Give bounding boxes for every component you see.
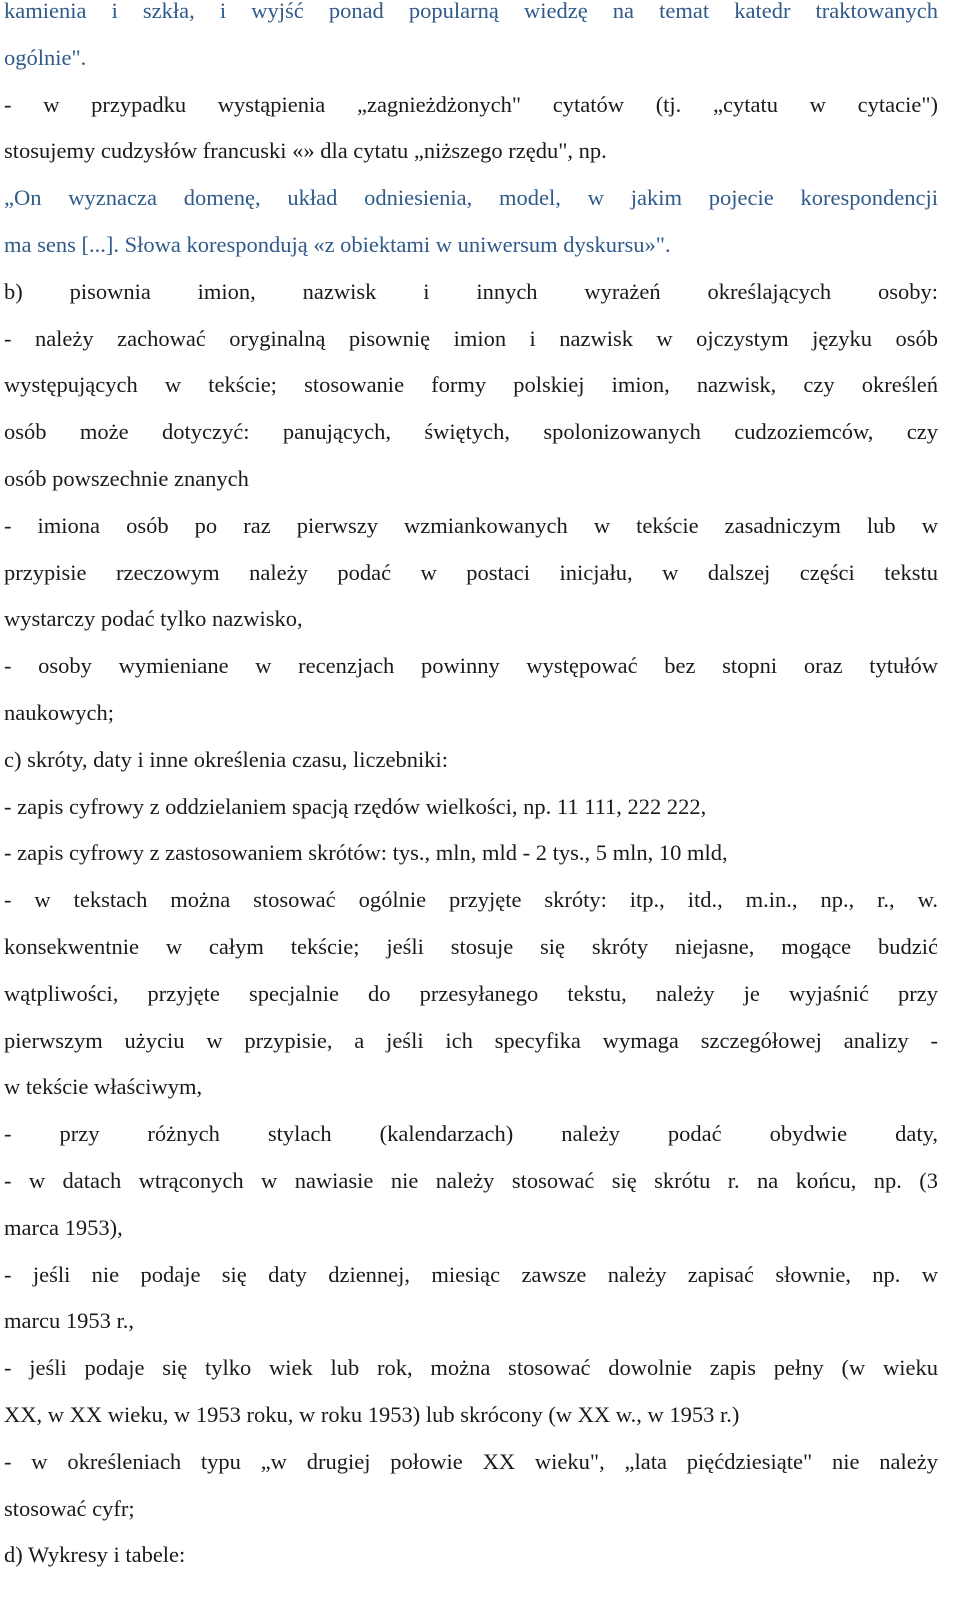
text-line-31: XX, w XX wieku, w 1953 roku, w roku 1953) lub skrócony (w XX w., w 1953 r.) xyxy=(4,1401,740,1427)
text-line-4: stosujemy cudzysłów francuski «» dla cytatu „niższego rzędu", np. xyxy=(4,138,607,164)
section-heading-d: d) Wykresy i tabele: xyxy=(4,1542,186,1568)
text-line-21: konsekwentnie w całym tekście; jeśli stosuje się skróty niejasne, mogące budzić xyxy=(4,933,938,959)
text-line-5: „On wyznacza domenę, układ odniesienia, model, w jakim pojecie korespondencji xyxy=(4,185,938,211)
text-line-32: - w określeniach typu „w drugiej połowie XX wieku", „lata pięćdziesiąte" nie należy xyxy=(4,1448,938,1474)
text-line-9: występujących w tekście; stosowanie formy polskiej imion, nazwisk, czy określeń xyxy=(4,372,938,398)
text-line-12: - imiona osób po raz pierwszy wzmiankowanych w tekście zasadniczym lub w xyxy=(4,512,938,538)
text-line-26: - w datach wtrąconych w nawiasie nie należy stosować się skrótu r. na końcu, np. (3 xyxy=(4,1167,938,1193)
section-heading-b: b) pisownia imion, nazwisk i innych wyrażeń określających osoby: xyxy=(4,278,938,304)
text-line-27: marca 1953), xyxy=(4,1214,123,1240)
text-line-25: - przy różnych stylach (kalendarzach) należy podać obydwie daty, xyxy=(4,1121,938,1147)
text-line-1: kamienia i szkła, i wyjść ponad popularną wiedzę na temat katedr traktowanych xyxy=(4,0,938,23)
text-line-2: ogólnie". xyxy=(4,44,87,70)
text-line-33: stosować cyfr; xyxy=(4,1495,135,1521)
text-line-13: przypisie rzeczowym należy podać w postaci inicjału, w dalszej części tekstu xyxy=(4,559,938,585)
text-line-10: osób może dotyczyć: panujących, świętych, spolonizowanych cudzoziemców, czy xyxy=(4,419,938,445)
text-line-18: - zapis cyfrowy z oddzielaniem spacją rzędów wielkości, np. 11 111, 222 222, xyxy=(4,793,707,819)
text-line-29: marcu 1953 r., xyxy=(4,1308,134,1334)
text-line-24: w tekście właściwym, xyxy=(4,1074,203,1100)
text-line-28: - jeśli nie podaje się daty dziennej, miesiąc zawsze należy zapisać słownie, np. w xyxy=(4,1261,938,1287)
text-line-16: naukowych; xyxy=(4,699,114,725)
text-line-11: osób powszechnie znanych xyxy=(4,465,249,491)
text-line-23: pierwszym użyciu w przypisie, a jeśli ich specyfika wymaga szczegółowej analizy - xyxy=(4,1027,938,1053)
text-line-8: - należy zachować oryginalną pisownię imion i nazwisk w ojczystym języku osób xyxy=(4,325,938,351)
section-heading-c: c) skróty, daty i inne określenia czasu, liczebniki: xyxy=(4,746,449,772)
text-line-3: - w przypadku wystąpienia „zagnieżdżonych" cytatów (tj. „cytatu w cytacie") xyxy=(4,91,938,117)
text-line-30: - jeśli podaje się tylko wiek lub rok, można stosować dowolnie zapis pełny (w wieku xyxy=(4,1355,938,1381)
text-line-6: ma sens [...]. Słowa korespondują «z obiektami w uniwersum dyskursu»". xyxy=(4,231,671,257)
text-line-20: - w tekstach można stosować ogólnie przyjęte skróty: itp., itd., m.in., np., r., w. xyxy=(4,887,938,913)
text-line-19: - zapis cyfrowy z zastosowaniem skrótów: tys., mln, mld - 2 tys., 5 mln, 10 mld, xyxy=(4,840,728,866)
text-line-22: wątpliwości, przyjęte specjalnie do przesyłanego tekstu, należy je wyjaśnić przy xyxy=(4,980,938,1006)
text-line-14: wystarczy podać tylko nazwisko, xyxy=(4,606,303,632)
text-line-15: - osoby wymieniane w recenzjach powinny występować bez stopni oraz tytułów xyxy=(4,653,938,679)
